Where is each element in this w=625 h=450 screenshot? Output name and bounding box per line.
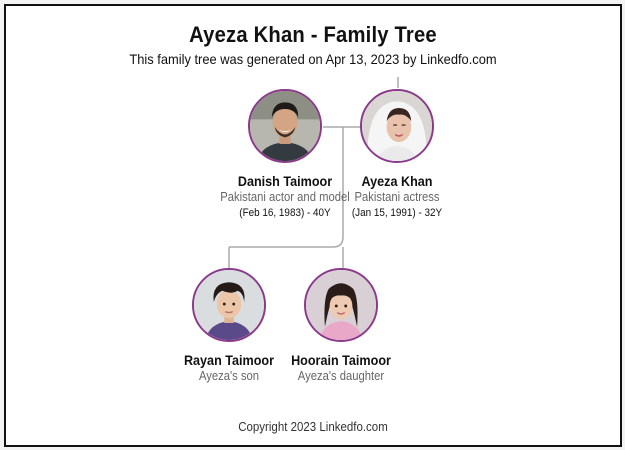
man-portrait-icon: [250, 91, 320, 161]
hoorain-taimoor-photo: [304, 268, 378, 342]
hoorain-taimoor-name: Hoorain Taimoor: [291, 352, 391, 368]
copyright-footer: Copyright 2023 Linkedfo.com: [238, 420, 388, 434]
ayeza-khan-photo: [360, 89, 434, 163]
ayeza-khan-dates: (Jan 15, 1991) - 32Y: [351, 207, 443, 219]
girl-portrait-icon: [306, 270, 376, 340]
hoorain-taimoor-description: Ayeza's daughter: [297, 369, 385, 383]
rayan-taimoor-name: Rayan Taimoor: [183, 352, 275, 368]
woman-portrait-icon: [362, 91, 432, 161]
rayan-taimoor-description: Ayeza's son: [198, 369, 260, 383]
page-title: Ayeza Khan - Family Tree: [189, 22, 437, 47]
ayeza-khan-description: Pakistani actress: [354, 190, 440, 204]
danish-taimoor-description: Pakistani actor and model: [220, 190, 350, 204]
ayeza-khan-name: Ayeza Khan: [361, 173, 433, 189]
danish-taimoor-photo: [248, 89, 322, 163]
danish-taimoor-name: Danish Taimoor: [237, 173, 333, 189]
rayan-taimoor-photo: [192, 268, 266, 342]
page-subtitle: This family tree was generated on Apr 13, 2023 by Linkedfo.com: [129, 51, 497, 67]
danish-taimoor-dates: (Feb 16, 1983) - 40Y: [239, 207, 331, 219]
boy-portrait-icon: [194, 270, 264, 340]
family-tree-frame: [4, 4, 622, 447]
